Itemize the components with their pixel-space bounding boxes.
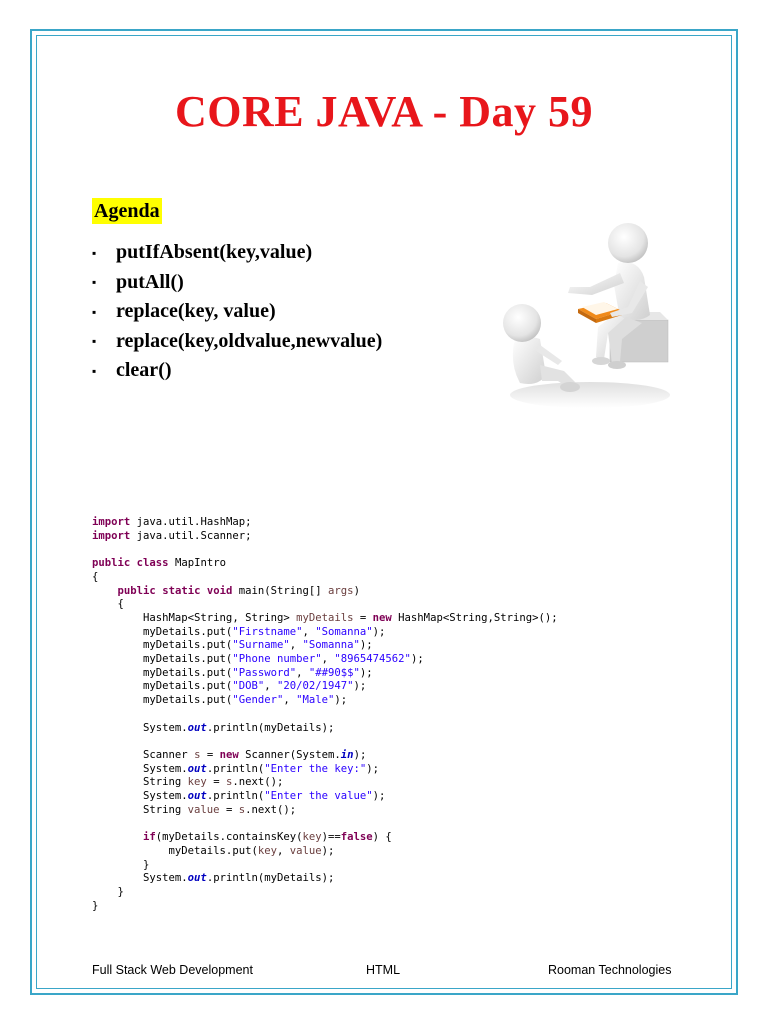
agenda-item-label: replace(key, value) bbox=[116, 300, 276, 322]
put-key: "Password" bbox=[232, 666, 297, 679]
code-line: myDetails.put("Password", "##90$$"); bbox=[92, 666, 373, 679]
code-line: myDetails.put(key, value); bbox=[92, 844, 335, 857]
put-key: "Phone number" bbox=[232, 653, 322, 666]
agenda-item bbox=[92, 238, 382, 268]
agenda-item bbox=[92, 268, 382, 298]
code-line: myDetails.put("DOB", "20/02/1947"); bbox=[92, 680, 367, 693]
code-line: myDetails.put("Gender", "Male"); bbox=[92, 694, 348, 707]
agenda-item bbox=[92, 297, 382, 327]
put-value: "##90$$" bbox=[308, 666, 360, 679]
code-line: System.out.println(myDetails); bbox=[92, 721, 335, 734]
put-key: "Firstname" bbox=[232, 625, 303, 638]
code-line: System.out.println("Enter the key:"); bbox=[92, 762, 380, 775]
code-line: myDetails.put("Surname", "Somanna"); bbox=[92, 639, 373, 652]
code-line: if(myDetails.containsKey(key)==false) { bbox=[143, 831, 392, 844]
code-line: } bbox=[92, 885, 124, 898]
put-value: "Somanna" bbox=[302, 639, 360, 652]
code-line: myDetails.put("Firstname", "Somanna"); bbox=[92, 625, 386, 638]
agenda-item bbox=[92, 356, 382, 386]
put-value: "20/02/1947" bbox=[276, 680, 354, 693]
footer-middle-text: HTML bbox=[366, 963, 401, 977]
bullet-icon: ▪ bbox=[92, 245, 97, 260]
bullet-icon: ▪ bbox=[92, 275, 97, 290]
agenda-item-label: clear() bbox=[116, 359, 172, 381]
code-listing bbox=[92, 516, 558, 913]
agenda-item-label: replace(key,oldvalue,newvalue) bbox=[116, 329, 383, 352]
agenda-item-label: putAll() bbox=[116, 270, 184, 293]
agenda-heading: Agenda bbox=[94, 200, 160, 222]
code-line: public static void main(String[] args) bbox=[117, 584, 360, 597]
footer-right-text: Rooman Technologies bbox=[548, 963, 672, 977]
code-line: { bbox=[92, 570, 99, 583]
put-value: "Somanna" bbox=[315, 625, 373, 638]
teacher-student-illustration bbox=[500, 215, 672, 410]
code-line: String value = s.next(); bbox=[92, 803, 297, 816]
code-line: { bbox=[92, 598, 124, 611]
code-line: HashMap<String, String> myDetails = new HashMap<String,String>(); bbox=[92, 611, 558, 624]
code-line: System.out.println(myDetails); bbox=[92, 872, 335, 885]
put-key: "Surname" bbox=[232, 639, 290, 652]
code-line: import java.util.HashMap; bbox=[92, 516, 252, 528]
agenda-item-label: putIfAbsent(key,value) bbox=[116, 241, 313, 263]
put-key: "Gender" bbox=[232, 694, 284, 707]
code-line: String key = s.next(); bbox=[92, 776, 284, 789]
put-value: "Male" bbox=[296, 694, 335, 707]
code-line: System.out.println("Enter the value"); bbox=[92, 790, 386, 803]
page-title: CORE JAVA - Day 59 bbox=[174, 87, 594, 136]
bullet-icon: ▪ bbox=[92, 304, 97, 319]
code-line: myDetails.put("Phone number", "8965474562"); bbox=[92, 653, 424, 666]
put-value: "8965474562" bbox=[334, 653, 411, 666]
code-line: Scanner s = new Scanner(System.in); bbox=[92, 748, 367, 761]
put-key: "DOB" bbox=[232, 680, 265, 693]
footer-left-text: Full Stack Web Development bbox=[92, 963, 253, 977]
agenda-list bbox=[92, 238, 382, 386]
code-line: } bbox=[92, 858, 150, 871]
code-line: } bbox=[92, 899, 99, 912]
agenda-item bbox=[92, 327, 382, 357]
code-line: import java.util.Scanner; bbox=[92, 529, 252, 542]
bullet-icon: ▪ bbox=[92, 363, 97, 378]
code-line: public class MapIntro bbox=[92, 557, 226, 570]
bullet-icon: ▪ bbox=[92, 334, 97, 349]
